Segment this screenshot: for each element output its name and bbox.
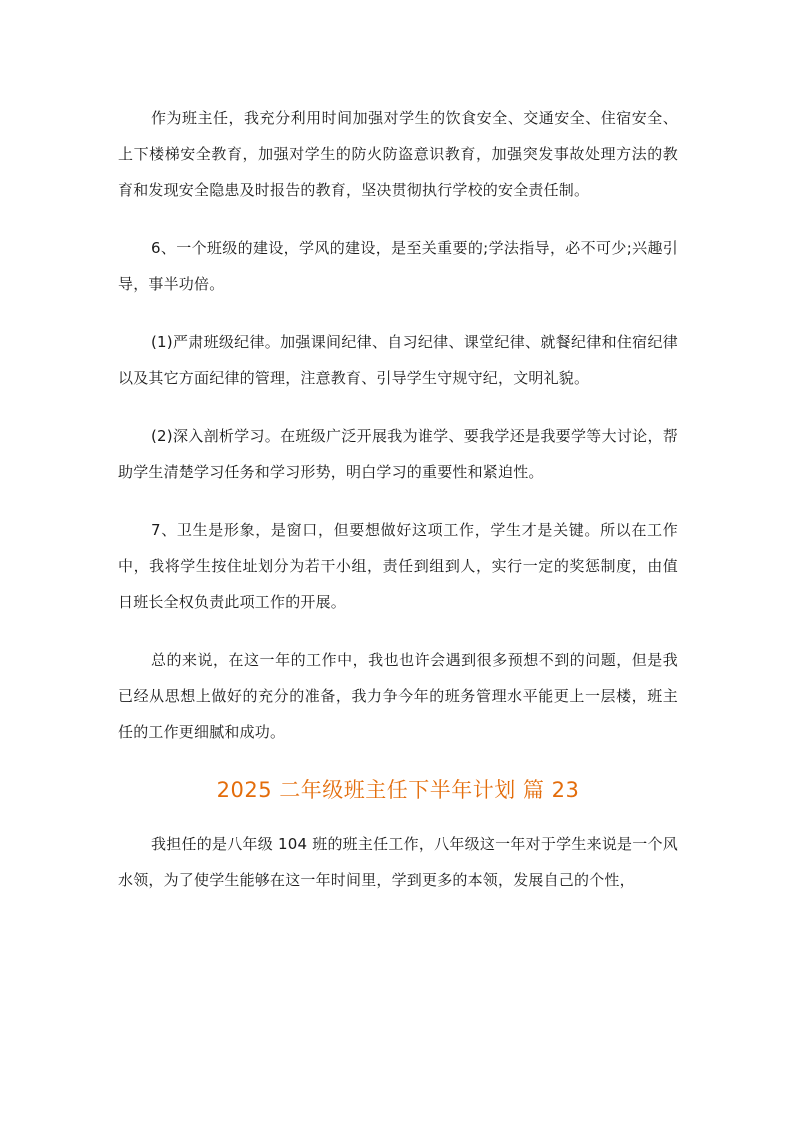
paragraph-intro: 我担任的是八年级 104 班的班主任工作，八年级这一年对于学生来说是一个风水领，为了使学生能够在这一年时间里，学到更多的本领，发展自己的个性， [118, 835, 678, 889]
section-heading: 2025 二年级班主任下半年计划 篇 23 [216, 778, 580, 802]
paragraph-summary: 总的来说，在这一年的工作中，我也也许会遇到很多预想不到的问题，但是我已经从思想上做好的充分的准备，我力争今年的班务管理水平能更上一层楼，班主任的工作更细腻和成功。 [118, 651, 678, 741]
paragraph-safety-education: 作为班主任，我充分利用时间加强对学生的饮食安全、交通安全、住宿安全、上下楼梯安全教育，加强对学生的防火防盗意识教育，加强突发事故处理方法的教育和发现安全隐患及时报告的教育，坚决贯彻执行学校的安全责任制。 [118, 109, 678, 199]
paragraph-discipline: (1)严肃班级纪律。加强课间纪律、自习纪律、课堂纪律、就餐纪律和住宿纪律以及其它方面纪律的管理，注意教育、引导学生守规守纪，文明礼貌。 [118, 333, 678, 387]
paragraph-study-analysis: (2)深入剖析学习。在班级广泛开展我为谁学、要我学还是我要学等大讨论，帮助学生清楚学习任务和学习形势，明白学习的重要性和紧迫性。 [118, 427, 678, 481]
paragraph-item-7: 7、卫生是形象，是窗口，但要想做好这项工作，学生才是关键。所以在工作中，我将学生按住址划分为若干小组，责任到组到人，实行一定的奖惩制度，由值日班长全权负责此项工作的开展。 [118, 521, 678, 611]
document-body [118, 100, 678, 920]
paragraph-item-6: 6、一个班级的建设，学风的建设，是至关重要的;学法指导，必不可少;兴趣引导，事半功倍。 [118, 239, 678, 293]
